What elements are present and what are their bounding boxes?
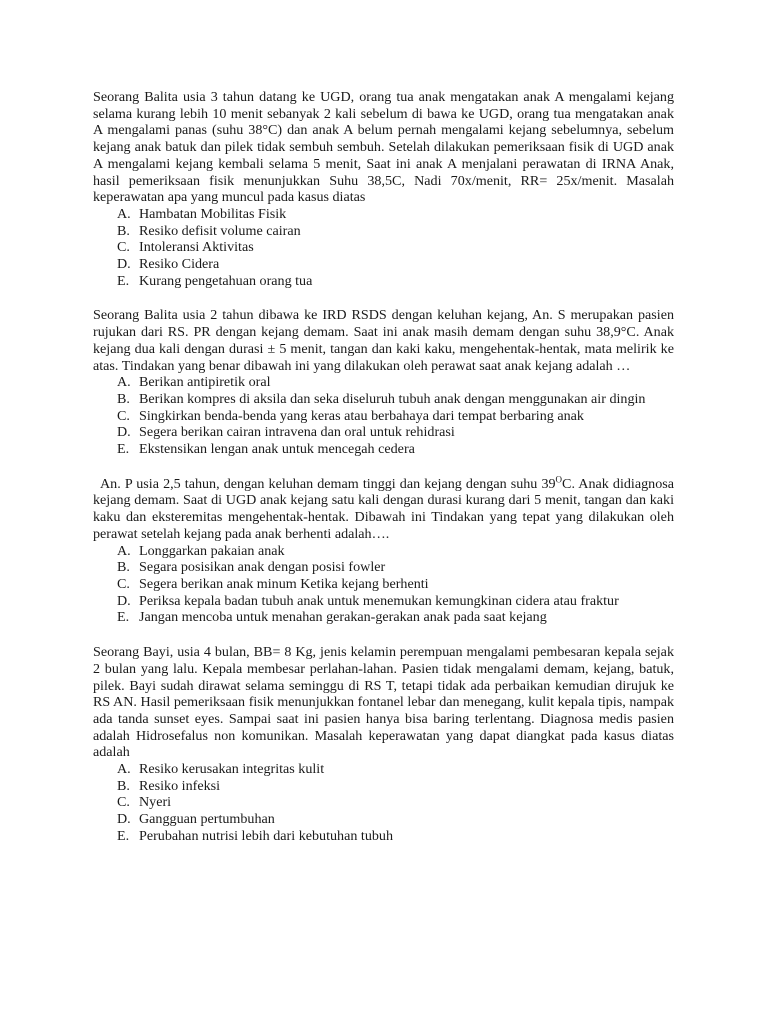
document-page [93,89,674,863]
option-letter: C. [117,239,130,256]
option-letter: B. [117,390,130,407]
option-letter: D. [117,424,131,441]
option-e [93,441,674,458]
option-a [93,543,674,560]
option-text: Segara posisikan anak dengan posisi fowler [139,559,386,576]
option-text: Perubahan nutrisi lebih dari kebutuhan tubuh [139,827,394,844]
option-letter: A. [117,205,131,222]
option-letter: A. [117,761,131,778]
option-b [93,223,674,240]
option-d [93,256,674,273]
option-a [93,206,674,223]
option-letter: C. [117,407,130,424]
option-text: Gangguan pertumbuhan [139,811,275,828]
option-text: Resiko infeksi [139,777,221,794]
question-3-stem-part-1: An. P usia 2,5 tahun, dengan keluhan demam tinggi dan kejang dengan suhu 39 [100,475,556,492]
option-letter: D. [117,256,131,273]
option-text: Periksa kepala badan tubuh anak untuk menemukan kemungkinan cidera atau fraktur [139,592,619,609]
option-c [93,408,674,425]
option-c [93,576,674,593]
option-letter: E. [117,272,130,289]
option-letter: D. [117,811,131,828]
question-2-stem: Seorang Balita usia 2 tahun dibawa ke IRD RSDS dengan keluhan kejang, An. S merupakan pasien rujukan dari RS. PR dengan kejang demam. Saat ini anak masih demam dengan suhu 38,9°C. Anak kejang dua kali dengan durasi ± 5 menit, tangan dan kaki kaku, mengehentak-hentak, mata melirik ke atas. Tindakan yang benar dibawah ini yang dilakukan oleh perawat saat anak kejang adalah … [93,307,674,374]
option-text: Ekstensikan lengan anak untuk mencegah cedera [139,441,415,458]
option-text: Resiko kerusakan integritas kulit [139,761,325,778]
option-b [93,778,674,795]
option-letter: B. [117,777,130,794]
option-letter: E. [117,609,130,626]
option-text: Jangan mencoba untuk menahan gerakan-gerakan anak pada saat kejang [139,609,547,626]
option-letter: E. [117,441,130,458]
question-4-options [93,761,674,845]
degree-superscript: O [555,474,563,485]
option-text: Hambatan Mobilitas Fisik [139,205,287,222]
question-1-stem: Seorang Balita usia 3 tahun datang ke UGD, orang tua anak mengatakan anak A mengalami kejang selama kurang lebih 10 menit sebanyak 2 kali sebelum di bawa ke UGD, orang tua mengatakan anak A mengalami panas (suhu 38°C) dan anak A belum pernah mengalami kejang sebelumnya, sebelum kejang anak batuk dan pilek tidak sembuh sembuh. Setelah dilakukan pemeriksaan fisik di UGD anak A mengalami kejang kembali selama 5 menit, Saat ini anak A menjalani perawatan di IRNA Anak, hasil pemeriksaan fisik menunjukkan Suhu 38,5C, Nadi 70x/menit, RR= 25x/menit. Masalah keperawatan apa yang muncul pada kasus diatas [93,89,674,206]
option-text: Berikan kompres di aksila dan seka diseluruh tubuh anak dengan menggunakan air dingin [139,390,646,407]
option-c [93,239,674,256]
option-e [93,609,674,626]
option-letter: C. [117,575,130,592]
question-1-options [93,206,674,290]
question-4-stem: Seorang Bayi, usia 4 bulan, BB= 8 Kg, jenis kelamin perempuan mengalami pembesaran kepala sejak 2 bulan yang lalu. Kepala membesar perlahan-lahan. Pasien tidak mengalami demam, kejang, batuk, pilek. Bayi sudah dirawat selama seminggu di RS T, tetapi tidak ada perbaikan kemudian dirujuk ke RS AN. Hasil pemeriksaan fisik menunjukkan fontanel lebar dan menegang, kulit kepala tipis, nampak ada tanda sunset eyes. Sampai saat ini pasien hanya bisa baring terlentang. Diagnosa medis pasien adalah Hidrosefalus non komunikan. Masalah keperawatan yang dapat diangkat pada kasus diatas adalah [93,644,674,761]
option-text: Segera berikan anak minum Ketika kejang berhenti [139,575,429,592]
option-text: Kurang pengetahuan orang tua [139,272,313,289]
option-e [93,273,674,290]
option-letter: B. [117,559,130,576]
option-text: Segera berikan cairan intravena dan oral untuk rehidrasi [139,424,455,441]
option-text: Berikan antipiretik oral [139,374,271,391]
option-c [93,794,674,811]
option-letter: C. [117,794,130,811]
question-4 [93,644,674,844]
option-text: Longgarkan pakaian anak [139,542,285,559]
option-a [93,374,674,391]
option-text: Nyeri [139,794,172,811]
option-letter: A. [117,542,131,559]
option-e [93,828,674,845]
option-text: Intoleransi Aktivitas [139,239,254,256]
option-text: Singkirkan benda-benda yang keras atau berbahaya dari tempat berbaring anak [139,407,584,424]
option-d [93,424,674,441]
option-d [93,593,674,610]
question-3-options [93,543,674,627]
question-1 [93,89,674,289]
option-letter: A. [117,374,131,391]
option-b [93,391,674,408]
question-3 [93,476,674,626]
option-text: Resiko defisit volume cairan [139,222,301,239]
option-letter: E. [117,827,130,844]
option-d [93,811,674,828]
option-text: Resiko Cidera [139,256,220,273]
option-b [93,559,674,576]
question-3-stem [93,476,674,543]
option-letter: D. [117,592,131,609]
option-letter: B. [117,222,130,239]
question-2-options [93,374,674,458]
question-3-stem-part-2: C. Anak didiagnosa kejang demam. Saat di UGD anak kejang satu kali dengan durasi kurang dari 5 menit, tangan dan kaki kaku dan eksteremitas mengehentak-hentak. Dibawah ini Tindakan yang tepat yang dilakukan oleh perawat setelah kejang pada anak berhenti adalah…. [93,475,674,542]
question-2 [93,307,674,457]
option-a [93,761,674,778]
